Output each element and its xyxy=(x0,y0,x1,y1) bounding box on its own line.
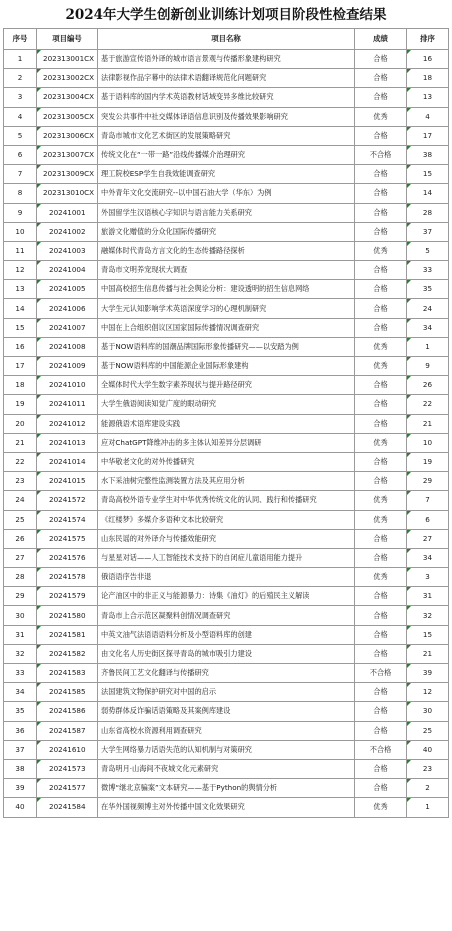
cell-grade: 合格 xyxy=(355,203,407,222)
table-row xyxy=(4,337,449,356)
cell-no: 13 xyxy=(4,280,37,299)
cell-name: 旅游文化赠值的分众化国际传播研究 xyxy=(98,222,355,241)
cell-code: 20241584 xyxy=(37,798,98,817)
header-name: 项目名称 xyxy=(98,29,355,50)
cell-code: 202313006CX xyxy=(37,126,98,145)
cell-code: 20241001 xyxy=(37,203,98,222)
table-row xyxy=(4,318,449,337)
cell-rank: 37 xyxy=(407,222,449,241)
table-row xyxy=(4,548,449,567)
cell-code: 20241576 xyxy=(37,548,98,567)
cell-no: 19 xyxy=(4,395,37,414)
cell-rank: 23 xyxy=(407,759,449,778)
cell-rank: 21 xyxy=(407,644,449,663)
cell-rank: 10 xyxy=(407,433,449,452)
cell-no: 7 xyxy=(4,165,37,184)
cell-rank: 7 xyxy=(407,491,449,510)
cell-rank: 15 xyxy=(407,625,449,644)
cell-name: 全媒体时代大学生数字素养现状与提升路径研究 xyxy=(98,376,355,395)
cell-no: 17 xyxy=(4,357,37,376)
cell-no: 37 xyxy=(4,740,37,759)
cell-code: 20241002 xyxy=(37,222,98,241)
cell-code: 20241007 xyxy=(37,318,98,337)
cell-grade: 合格 xyxy=(355,606,407,625)
cell-rank: 32 xyxy=(407,606,449,625)
table-row xyxy=(4,798,449,817)
cell-grade: 合格 xyxy=(355,50,407,69)
cell-name: 应对ChatGPT降维冲击的多主体认知差异分层调研 xyxy=(98,433,355,452)
cell-name: 基于NOW语料库的国潮品牌国际形象传播研究——以安踏为例 xyxy=(98,337,355,356)
cell-code: 20241587 xyxy=(37,721,98,740)
table-row xyxy=(4,587,449,606)
cell-grade: 合格 xyxy=(355,184,407,203)
table-row xyxy=(4,395,449,414)
cell-no: 18 xyxy=(4,376,37,395)
cell-rank: 3 xyxy=(407,568,449,587)
cell-code: 20241008 xyxy=(37,337,98,356)
cell-grade: 合格 xyxy=(355,587,407,606)
table-row xyxy=(4,491,449,510)
table-row xyxy=(4,644,449,663)
cell-rank: 16 xyxy=(407,50,449,69)
cell-rank: 15 xyxy=(407,165,449,184)
cell-name: 大学生元认知影响学术英语深度学习的心理机制研究 xyxy=(98,299,355,318)
cell-code: 20241575 xyxy=(37,529,98,548)
cell-code: 202313007CX xyxy=(37,145,98,164)
cell-rank: 24 xyxy=(407,299,449,318)
table-row xyxy=(4,433,449,452)
table-row xyxy=(4,568,449,587)
cell-name: 中外青年文化交流研究--以中国石油大学（华东）为例 xyxy=(98,184,355,203)
results-table xyxy=(3,28,449,818)
cell-name: 基于NOW语料库的中国能源企业国际形象建构 xyxy=(98,357,355,376)
cell-name: 与星星对话——人工智能技术支持下的自闭症儿童语用能力提升 xyxy=(98,548,355,567)
cell-no: 35 xyxy=(4,702,37,721)
cell-name: 基于语料库的国内学术英语教材话域变异多维比较研究 xyxy=(98,88,355,107)
cell-name: 突发公共事件中社交媒体译语信息识别及传播效果影响研究 xyxy=(98,107,355,126)
cell-rank: 35 xyxy=(407,280,449,299)
cell-grade: 合格 xyxy=(355,88,407,107)
cell-no: 24 xyxy=(4,491,37,510)
cell-code: 20241003 xyxy=(37,241,98,260)
cell-no: 33 xyxy=(4,664,37,683)
cell-rank: 2 xyxy=(407,779,449,798)
cell-no: 11 xyxy=(4,241,37,260)
cell-grade: 合格 xyxy=(355,644,407,663)
cell-no: 40 xyxy=(4,798,37,817)
cell-code: 20241586 xyxy=(37,702,98,721)
table-row xyxy=(4,664,449,683)
cell-no: 9 xyxy=(4,203,37,222)
cell-grade: 优秀 xyxy=(355,337,407,356)
cell-code: 20241012 xyxy=(37,414,98,433)
cell-rank: 27 xyxy=(407,529,449,548)
cell-grade: 不合格 xyxy=(355,664,407,683)
table-row xyxy=(4,683,449,702)
cell-name: 外国留学生汉语核心字知识与语言能力关系研究 xyxy=(98,203,355,222)
cell-no: 14 xyxy=(4,299,37,318)
cell-name: 在华外国视频博主对外传播中国文化效果研究 xyxy=(98,798,355,817)
table-row xyxy=(4,376,449,395)
cell-code: 20241581 xyxy=(37,625,98,644)
cell-rank: 31 xyxy=(407,587,449,606)
table-row xyxy=(4,126,449,145)
cell-rank: 21 xyxy=(407,414,449,433)
table-row xyxy=(4,184,449,203)
table-row xyxy=(4,69,449,88)
cell-no: 39 xyxy=(4,779,37,798)
cell-rank: 40 xyxy=(407,740,449,759)
cell-code: 20241582 xyxy=(37,644,98,663)
cell-rank: 33 xyxy=(407,261,449,280)
cell-name: 微博“继北京骗案”文本研究——基于Python的舆情分析 xyxy=(98,779,355,798)
cell-code: 20241583 xyxy=(37,664,98,683)
cell-no: 31 xyxy=(4,625,37,644)
cell-name: 融媒体时代青岛方言文化的生态传播路径探析 xyxy=(98,241,355,260)
cell-grade: 合格 xyxy=(355,472,407,491)
cell-name: 论产油区中的非正义与能源暴力：诗集《油灯》的后殖民主义解读 xyxy=(98,587,355,606)
cell-rank: 1 xyxy=(407,798,449,817)
cell-code: 202313005CX xyxy=(37,107,98,126)
table-row xyxy=(4,261,449,280)
cell-name: 俄语语序告非退 xyxy=(98,568,355,587)
cell-rank: 30 xyxy=(407,702,449,721)
cell-code: 202313010CX xyxy=(37,184,98,203)
cell-no: 28 xyxy=(4,568,37,587)
cell-no: 23 xyxy=(4,472,37,491)
cell-code: 20241574 xyxy=(37,510,98,529)
cell-grade: 合格 xyxy=(355,702,407,721)
cell-grade: 合格 xyxy=(355,261,407,280)
cell-rank: 34 xyxy=(407,548,449,567)
cell-grade: 合格 xyxy=(355,165,407,184)
cell-name: 能源俄语术语库建设实践 xyxy=(98,414,355,433)
cell-grade: 合格 xyxy=(355,318,407,337)
cell-no: 6 xyxy=(4,145,37,164)
cell-name: 水下采油树完整性监测装置方法及其应用分析 xyxy=(98,472,355,491)
cell-grade: 不合格 xyxy=(355,145,407,164)
cell-no: 21 xyxy=(4,433,37,452)
cell-code: 20241610 xyxy=(37,740,98,759)
cell-code: 20241010 xyxy=(37,376,98,395)
cell-grade: 优秀 xyxy=(355,491,407,510)
cell-grade: 不合格 xyxy=(355,740,407,759)
cell-grade: 合格 xyxy=(355,222,407,241)
cell-name: 中华敬老文化的对外传播研究 xyxy=(98,452,355,471)
cell-grade: 合格 xyxy=(355,759,407,778)
table-row xyxy=(4,625,449,644)
header-no: 序号 xyxy=(4,29,37,50)
cell-rank: 26 xyxy=(407,376,449,395)
cell-grade: 优秀 xyxy=(355,433,407,452)
cell-name: 山东民谣的对外译介与传播效能研究 xyxy=(98,529,355,548)
cell-code: 20241011 xyxy=(37,395,98,414)
cell-name: 中国在上合组织倡议区国家国际传播情况调查研究 xyxy=(98,318,355,337)
cell-no: 15 xyxy=(4,318,37,337)
cell-name: 法国建筑文物保护研究对中国的启示 xyxy=(98,683,355,702)
cell-no: 1 xyxy=(4,50,37,69)
cell-rank: 4 xyxy=(407,107,449,126)
cell-code: 202313001CX xyxy=(37,50,98,69)
cell-rank: 25 xyxy=(407,721,449,740)
table-row xyxy=(4,145,449,164)
cell-no: 20 xyxy=(4,414,37,433)
table-row xyxy=(4,280,449,299)
cell-grade: 合格 xyxy=(355,683,407,702)
table-row xyxy=(4,721,449,740)
cell-code: 20241577 xyxy=(37,779,98,798)
table-row xyxy=(4,779,449,798)
cell-name: 山东省高校水资源利用调查研究 xyxy=(98,721,355,740)
cell-no: 25 xyxy=(4,510,37,529)
cell-rank: 18 xyxy=(407,69,449,88)
cell-no: 27 xyxy=(4,548,37,567)
table-row xyxy=(4,452,449,471)
cell-rank: 22 xyxy=(407,395,449,414)
table-row xyxy=(4,357,449,376)
cell-name: 中国高校招生信息传播与社会舆论分析：建设透明的招生信息网络 xyxy=(98,280,355,299)
cell-code: 20241573 xyxy=(37,759,98,778)
table-row xyxy=(4,165,449,184)
cell-grade: 合格 xyxy=(355,529,407,548)
cell-rank: 9 xyxy=(407,357,449,376)
cell-no: 8 xyxy=(4,184,37,203)
cell-rank: 14 xyxy=(407,184,449,203)
cell-name: 基于旅游宣传语外译的城市语言景观与传播形象建构研究 xyxy=(98,50,355,69)
cell-grade: 合格 xyxy=(355,126,407,145)
cell-rank: 6 xyxy=(407,510,449,529)
table-row xyxy=(4,414,449,433)
cell-grade: 合格 xyxy=(355,625,407,644)
cell-rank: 34 xyxy=(407,318,449,337)
cell-grade: 合格 xyxy=(355,414,407,433)
cell-code: 20241015 xyxy=(37,472,98,491)
cell-name: 大学生网络暴力话语失范的认知机制与对策研究 xyxy=(98,740,355,759)
cell-name: 《红楼梦》多媒介多语种文本比较研究 xyxy=(98,510,355,529)
table-row xyxy=(4,702,449,721)
cell-grade: 合格 xyxy=(355,280,407,299)
header-row xyxy=(4,29,449,50)
table-row xyxy=(4,740,449,759)
cell-code: 20241579 xyxy=(37,587,98,606)
cell-grade: 合格 xyxy=(355,452,407,471)
table-row xyxy=(4,606,449,625)
cell-grade: 合格 xyxy=(355,69,407,88)
cell-grade: 合格 xyxy=(355,376,407,395)
cell-code: 20241009 xyxy=(37,357,98,376)
cell-grade: 合格 xyxy=(355,395,407,414)
cell-rank: 29 xyxy=(407,472,449,491)
table-body xyxy=(4,50,449,818)
table-row xyxy=(4,241,449,260)
cell-no: 36 xyxy=(4,721,37,740)
cell-no: 29 xyxy=(4,587,37,606)
cell-code: 20241580 xyxy=(37,606,98,625)
cell-name: 传统文化在“一带一路”沿线传播媒介治理研究 xyxy=(98,145,355,164)
cell-name: 齐鲁民间工艺文化翻译与传播研究 xyxy=(98,664,355,683)
cell-code: 202313004CX xyxy=(37,88,98,107)
table-row xyxy=(4,529,449,548)
cell-rank: 13 xyxy=(407,88,449,107)
cell-name: 大学生俄语阅读知觉广度的眼动研究 xyxy=(98,395,355,414)
cell-rank: 1 xyxy=(407,337,449,356)
cell-rank: 12 xyxy=(407,683,449,702)
cell-grade: 优秀 xyxy=(355,241,407,260)
cell-no: 30 xyxy=(4,606,37,625)
cell-grade: 优秀 xyxy=(355,510,407,529)
cell-no: 26 xyxy=(4,529,37,548)
cell-grade: 合格 xyxy=(355,721,407,740)
table-row xyxy=(4,50,449,69)
table-row xyxy=(4,107,449,126)
cell-code: 20241005 xyxy=(37,280,98,299)
table-row xyxy=(4,472,449,491)
cell-no: 4 xyxy=(4,107,37,126)
cell-no: 38 xyxy=(4,759,37,778)
cell-no: 10 xyxy=(4,222,37,241)
table-row xyxy=(4,299,449,318)
cell-no: 32 xyxy=(4,644,37,663)
cell-no: 3 xyxy=(4,88,37,107)
table-row xyxy=(4,510,449,529)
cell-name: 青岛明月·山海间不夜城文化元素研究 xyxy=(98,759,355,778)
cell-no: 16 xyxy=(4,337,37,356)
cell-name: 青岛市文明养宠现状大调查 xyxy=(98,261,355,280)
table-row xyxy=(4,222,449,241)
cell-rank: 17 xyxy=(407,126,449,145)
header-code: 项目编号 xyxy=(37,29,98,50)
cell-code: 20241014 xyxy=(37,452,98,471)
cell-code: 20241004 xyxy=(37,261,98,280)
page-title: 2024年大学生创新创业训练计划项目阶段性检查结果 xyxy=(65,7,387,23)
header-grade: 成绩 xyxy=(355,29,407,50)
cell-grade: 合格 xyxy=(355,548,407,567)
header-rank: 排序 xyxy=(407,29,449,50)
cell-name: 青岛高校外语专业学生对中华优秀传统文化的认同、践行和传播研究 xyxy=(98,491,355,510)
cell-grade: 优秀 xyxy=(355,568,407,587)
table-row xyxy=(4,203,449,222)
cell-rank: 28 xyxy=(407,203,449,222)
cell-grade: 合格 xyxy=(355,779,407,798)
cell-rank: 5 xyxy=(407,241,449,260)
cell-name: 中英文油气法语语语料分析及小型语料库的创建 xyxy=(98,625,355,644)
cell-no: 2 xyxy=(4,69,37,88)
cell-name: 弱势群体反诈骗话语策略及其案例库建设 xyxy=(98,702,355,721)
cell-code: 20241578 xyxy=(37,568,98,587)
cell-rank: 19 xyxy=(407,452,449,471)
table-row xyxy=(4,759,449,778)
cell-name: 法律影视作品字幕中的法律术语翻译规范化问题研究 xyxy=(98,69,355,88)
cell-name: 理工院校ESP学生自我效能调查研究 xyxy=(98,165,355,184)
cell-rank: 38 xyxy=(407,145,449,164)
cell-code: 20241572 xyxy=(37,491,98,510)
cell-grade: 合格 xyxy=(355,299,407,318)
cell-code: 20241006 xyxy=(37,299,98,318)
cell-code: 202313002CX xyxy=(37,69,98,88)
cell-no: 34 xyxy=(4,683,37,702)
cell-no: 22 xyxy=(4,452,37,471)
table-row xyxy=(4,88,449,107)
cell-code: 20241013 xyxy=(37,433,98,452)
cell-name: 青岛市上合示范区凝聚料创情况调查研究 xyxy=(98,606,355,625)
cell-code: 20241585 xyxy=(37,683,98,702)
cell-grade: 优秀 xyxy=(355,798,407,817)
cell-grade: 优秀 xyxy=(355,107,407,126)
cell-no: 5 xyxy=(4,126,37,145)
cell-code: 202313009CX xyxy=(37,165,98,184)
cell-grade: 优秀 xyxy=(355,357,407,376)
cell-no: 12 xyxy=(4,261,37,280)
cell-name: 由文化名人历史街区探寻青岛的城市吸引力建设 xyxy=(98,644,355,663)
cell-name: 青岛市城市文化艺术街区的发展策略研究 xyxy=(98,126,355,145)
cell-rank: 39 xyxy=(407,664,449,683)
